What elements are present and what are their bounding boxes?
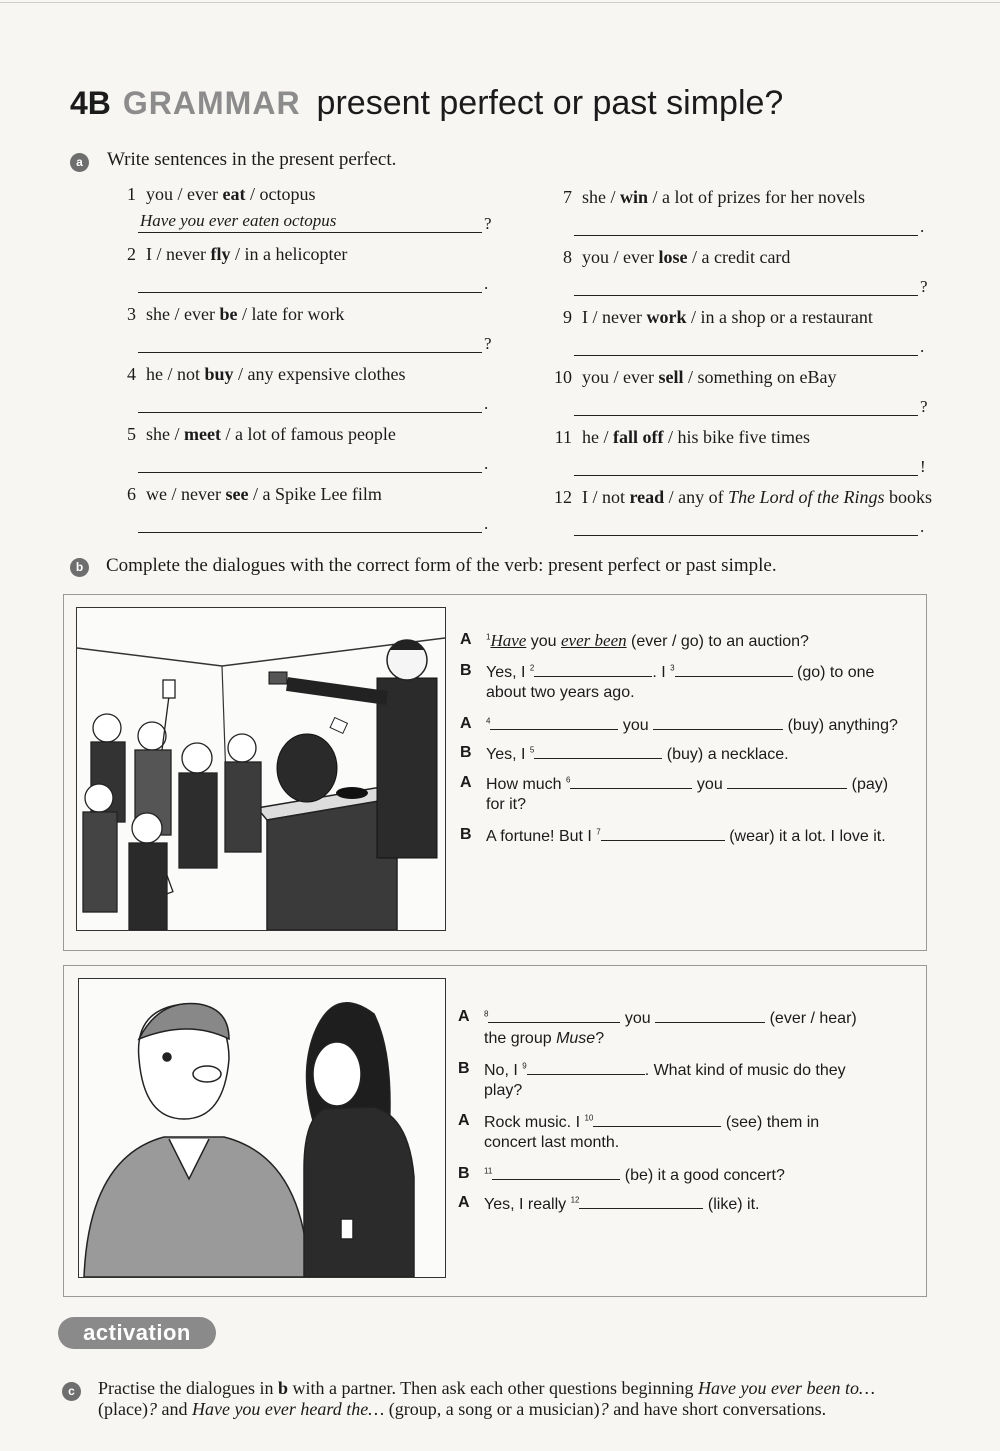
prompt-after: / a credit card	[687, 247, 791, 267]
gap-number: 5	[529, 745, 535, 755]
prompt-after-2: books	[884, 487, 933, 507]
item-number: 11	[554, 427, 572, 447]
gap-number: 2	[529, 663, 535, 673]
dialogue-text: Yes, I really	[484, 1196, 571, 1213]
item-number: 10	[554, 367, 572, 387]
gap-blank[interactable]	[534, 744, 662, 759]
prompt-after: / something on eBay	[683, 367, 837, 387]
dialogue-text: (buy) a necklace.	[662, 746, 789, 763]
prompt-verb: fly	[210, 244, 231, 264]
dialogue-text: How much	[486, 776, 567, 793]
conversation-illustration	[78, 978, 446, 1278]
gap-blank[interactable]	[534, 662, 652, 677]
answer-line[interactable]	[574, 273, 918, 296]
band-name: Muse	[556, 1030, 596, 1047]
prompt-verb: eat	[222, 184, 246, 204]
speaker-label: A	[460, 774, 472, 791]
speaker-label: A	[458, 1008, 470, 1025]
item-number: 12	[554, 487, 572, 507]
dialogue-1	[460, 631, 920, 931]
dialogue-text: Yes, I	[486, 664, 530, 681]
dialogue-text: (be) it a good concert?	[620, 1167, 785, 1184]
end-punctuation: .	[484, 274, 489, 293]
item-prompt	[582, 187, 865, 208]
prompt-before: I / not	[582, 487, 630, 507]
dialogue-text: Yes, I	[486, 746, 530, 763]
model-answer: Have you ever eaten octopus	[140, 211, 337, 230]
item-number: 7	[563, 187, 572, 207]
exercise-c-instruction	[98, 1378, 928, 1420]
prompt-verb: sell	[658, 367, 684, 387]
gap-number: 3	[670, 663, 675, 673]
dialogue-text: you	[618, 717, 654, 734]
speaker-label: A	[458, 1194, 470, 1211]
dialogue-box-2	[63, 965, 927, 1297]
c-text-1: Practise the dialogues in	[98, 1378, 278, 1398]
dialogue-text: (buy) anything?	[783, 717, 898, 734]
end-punctuation: .	[920, 217, 925, 236]
speaker-label: B	[460, 744, 472, 761]
prompt-before: you / ever	[582, 367, 659, 387]
prompt-after: / any of	[664, 487, 729, 507]
prompt-before: he /	[582, 427, 613, 447]
dialogue-text: No, I	[484, 1062, 523, 1079]
dialogue-text: A fortune! But I	[486, 828, 597, 845]
prompt-after: / in a shop or a restaurant	[686, 307, 873, 327]
end-punctuation: ?	[484, 334, 492, 353]
gap-blank[interactable]	[601, 826, 725, 841]
prompt-verb: meet	[184, 424, 221, 444]
answer-line[interactable]	[574, 333, 918, 356]
item-prompt	[582, 307, 873, 328]
prompt-before: she /	[582, 187, 620, 207]
c-question-1: Have you ever been to…	[698, 1378, 875, 1398]
prompt-before: she /	[146, 424, 184, 444]
prompt-verb: fall off	[613, 427, 664, 447]
c-question-2-end: ?	[599, 1399, 609, 1419]
item-prompt	[146, 304, 344, 325]
item-prompt	[582, 487, 932, 508]
prompt-before: you / ever	[146, 184, 223, 204]
dialogue-text: . What kind of music do they	[644, 1062, 846, 1079]
item-number: 3	[127, 304, 136, 324]
prompt-after: / his bike five times	[663, 427, 810, 447]
prompt-before: he / not	[146, 364, 205, 384]
prompt-before: I / never	[582, 307, 647, 327]
dialogue-2	[458, 1008, 918, 1268]
gap-blank[interactable]	[492, 1165, 620, 1180]
dialogue-text: (ever / hear)	[765, 1010, 857, 1027]
gap-number: 1	[486, 632, 491, 642]
auction-scene-drawing	[77, 608, 445, 930]
speaker-label: B	[458, 1060, 470, 1077]
exercise-a-badge: a	[70, 153, 89, 172]
prompt-verb: see	[225, 484, 249, 504]
dialogue-text: play?	[484, 1082, 523, 1099]
dialogue-text: the group	[484, 1030, 557, 1047]
unit-code: 4B	[70, 85, 111, 121]
end-punctuation: ?	[920, 277, 928, 296]
prompt-before: we / never	[146, 484, 226, 504]
topic-title: present perfect or past simple?	[316, 84, 784, 122]
exercise-a-instruction: Write sentences in the present perfect.	[107, 149, 397, 170]
prompt-verb: be	[219, 304, 238, 324]
activation-label: activation	[58, 1317, 216, 1349]
prompt-book-title: The Lord of the Rings	[728, 487, 885, 507]
answer-line[interactable]	[138, 510, 482, 533]
gap-number: 9	[522, 1061, 527, 1071]
answer-line[interactable]	[574, 393, 918, 416]
item-number: 6	[127, 484, 136, 504]
answer-line[interactable]	[574, 513, 918, 536]
item-number: 9	[563, 307, 572, 327]
speaker-label: B	[460, 662, 472, 679]
prompt-before: I / never	[146, 244, 211, 264]
prompt-before: she / ever	[146, 304, 220, 324]
item-number: 1	[127, 184, 136, 204]
item-prompt	[146, 364, 405, 385]
exercise-c-badge: c	[62, 1382, 81, 1401]
answer-line[interactable]	[574, 213, 918, 236]
end-punctuation: ?	[920, 397, 928, 416]
prompt-before: you / ever	[582, 247, 659, 267]
item-prompt	[146, 184, 315, 205]
prompt-after: / a lot of famous people	[220, 424, 396, 444]
speaker-label: A	[460, 715, 472, 732]
answer-line[interactable]	[138, 210, 482, 233]
section-label: GRAMMAR	[122, 85, 301, 121]
gap-blank[interactable]	[655, 1008, 765, 1023]
end-punctuation: !	[920, 457, 926, 476]
item-prompt	[146, 424, 396, 445]
dialogue-text: (go) to one	[792, 664, 875, 681]
speaker-label: B	[458, 1165, 470, 1182]
dialogue-text: for it?	[486, 796, 527, 813]
c-text-3: (place)	[98, 1399, 148, 1419]
dialogue-text: you	[620, 1010, 656, 1027]
speaker-label: A	[458, 1112, 470, 1129]
gap-blank[interactable]	[653, 715, 783, 730]
dialogue-text: Rock music. I	[484, 1114, 585, 1131]
end-punctuation: .	[920, 337, 925, 356]
gap-blank[interactable]	[675, 662, 793, 677]
item-number: 5	[127, 424, 136, 444]
gap-number: 4	[486, 716, 491, 726]
item-prompt	[582, 247, 790, 268]
speaker-label: B	[460, 826, 472, 843]
answer-line[interactable]	[138, 270, 482, 293]
c-text-4: and	[156, 1399, 192, 1419]
gap-blank[interactable]	[579, 1194, 703, 1209]
item-prompt	[146, 484, 382, 505]
prompt-after: / late for work	[237, 304, 345, 324]
prompt-after: / in a helicopter	[230, 244, 348, 264]
gap-blank[interactable]	[727, 774, 847, 789]
gap-number: 8	[484, 1009, 489, 1019]
gap-blank[interactable]	[490, 715, 618, 730]
scan-edge	[0, 2, 1000, 3]
dialogue-text: (ever / go) to an auction?	[626, 633, 809, 650]
exercise-b-badge: b	[70, 558, 89, 577]
answer-line[interactable]	[138, 450, 482, 473]
prompt-after: / octopus	[245, 184, 316, 204]
c-question-1-end: ?	[147, 1399, 157, 1419]
prompt-verb: lose	[658, 247, 688, 267]
dialogue-box-1	[63, 594, 927, 951]
prompt-after: / any expensive clothes	[233, 364, 406, 384]
item-number: 4	[127, 364, 136, 384]
answer-have: Have	[490, 631, 527, 650]
dialogue-text: about two years ago.	[486, 684, 635, 701]
c-text-6: and have short conversations.	[608, 1399, 827, 1419]
dialogue-text: ?	[595, 1030, 605, 1047]
exercise-b-instruction: Complete the dialogues with the correct form of the verb: present perfect or past simple.	[106, 555, 777, 576]
end-punctuation: .	[484, 454, 489, 473]
end-punctuation: .	[484, 394, 489, 413]
dialogue-text: concert last month.	[484, 1134, 620, 1151]
prompt-verb: read	[629, 487, 665, 507]
conversation-scene-drawing	[79, 979, 445, 1277]
gap-number: 10	[584, 1113, 594, 1123]
gap-number: 7	[596, 827, 601, 837]
item-prompt	[582, 427, 810, 448]
end-punctuation: .	[920, 517, 925, 536]
prompt-after: / a lot of prizes for her novels	[648, 187, 865, 207]
answer-ever-been: ever been	[561, 631, 627, 650]
item-number: 2	[127, 244, 136, 264]
dialogue-text: (like) it.	[703, 1196, 760, 1213]
dialogue-text: you	[526, 633, 562, 650]
gap-number: 12	[570, 1195, 580, 1205]
gap-number: 6	[566, 775, 571, 785]
prompt-verb: win	[620, 187, 649, 207]
c-question-2: Have you ever heard the…	[191, 1399, 385, 1419]
gap-blank[interactable]	[527, 1060, 645, 1075]
page-title	[70, 84, 783, 132]
gap-blank[interactable]	[488, 1008, 620, 1023]
prompt-after: / a Spike Lee film	[248, 484, 382, 504]
gap-number: 11	[484, 1166, 493, 1176]
c-text-5: (group, a song or a musician)	[384, 1399, 600, 1419]
dialogue-text: (wear) it a lot. I love it.	[724, 828, 886, 845]
item-prompt	[146, 244, 347, 265]
speaker-label: A	[460, 631, 472, 648]
dialogue-text: (see) them in	[721, 1114, 820, 1131]
gap-blank[interactable]	[570, 774, 692, 789]
item-number: 8	[563, 247, 572, 267]
answer-line[interactable]	[138, 390, 482, 413]
answer-line[interactable]	[138, 330, 482, 353]
c-text-2: with a partner. Then ask each other questions beginning	[287, 1378, 699, 1398]
dialogue-text: . I	[652, 664, 671, 681]
auction-illustration	[76, 607, 446, 931]
gap-blank[interactable]	[593, 1112, 721, 1127]
c-bold-b: b	[277, 1378, 288, 1398]
answer-line[interactable]	[574, 453, 918, 476]
end-punctuation: ?	[484, 214, 492, 233]
dialogue-text: you	[692, 776, 728, 793]
end-punctuation: .	[484, 514, 489, 533]
prompt-verb: buy	[204, 364, 234, 384]
prompt-verb: work	[646, 307, 687, 327]
dialogue-text: (pay)	[847, 776, 889, 793]
item-prompt	[582, 367, 836, 388]
